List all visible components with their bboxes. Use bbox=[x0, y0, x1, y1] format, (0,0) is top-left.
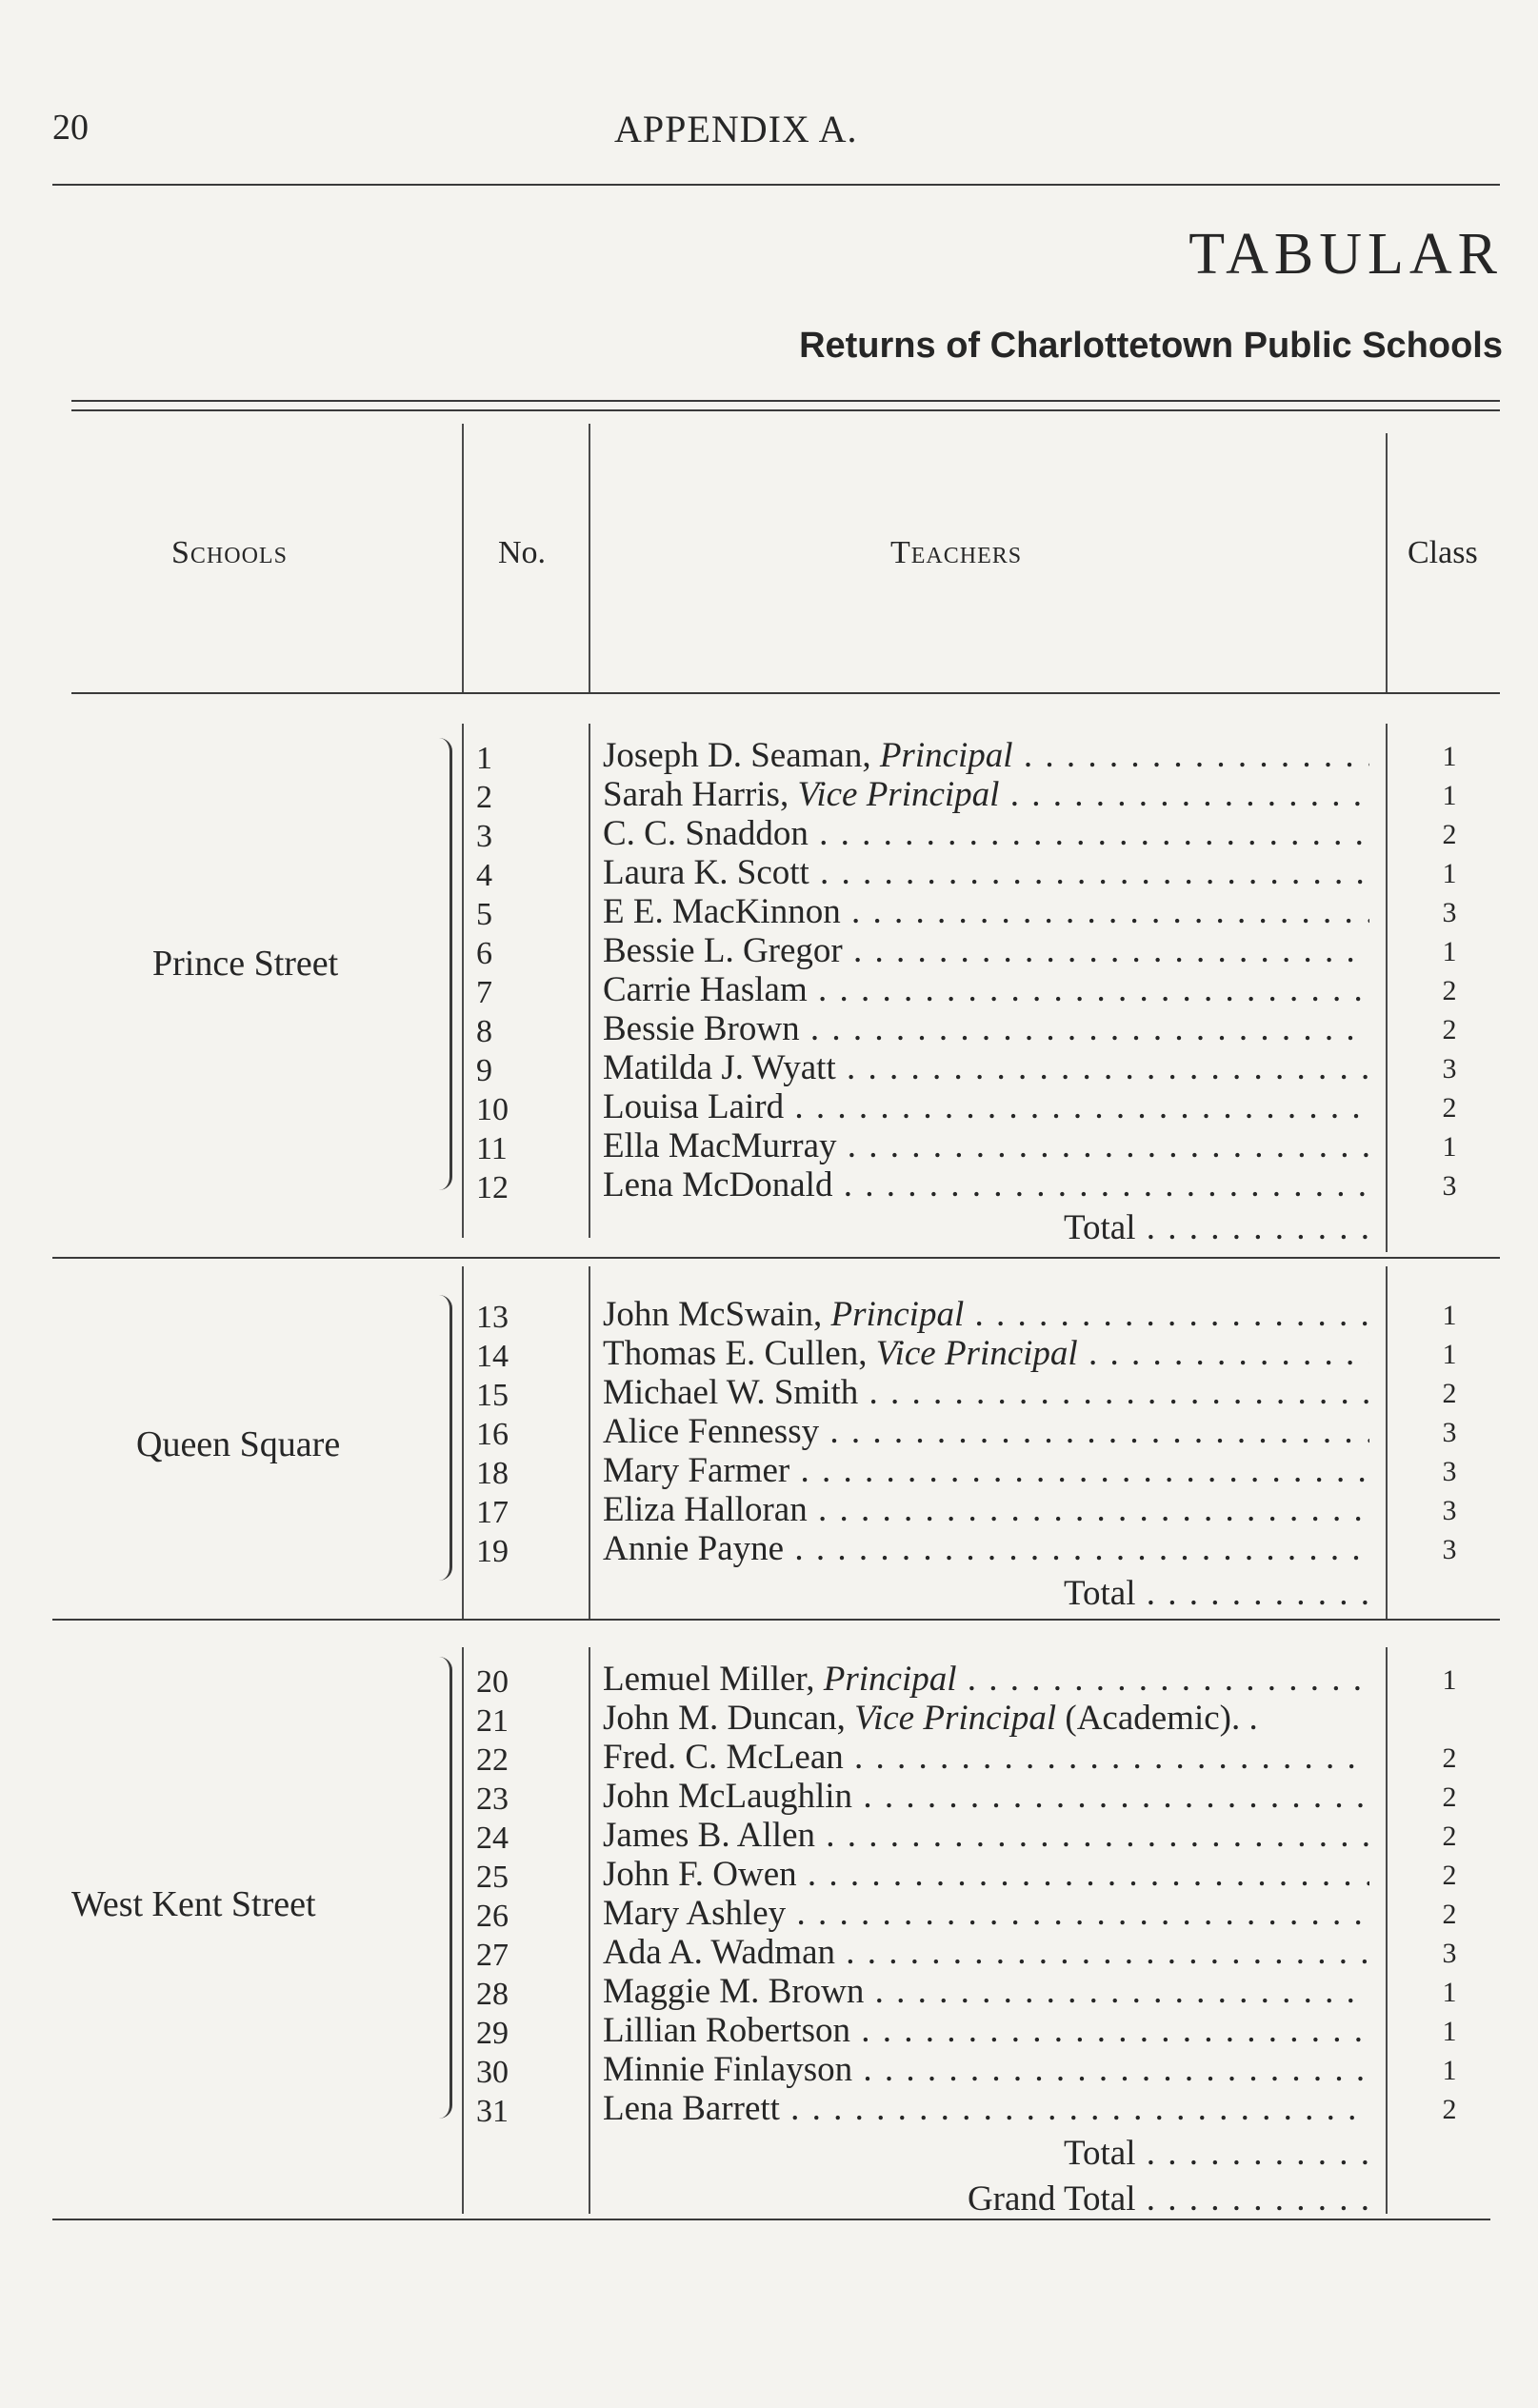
row-number: 3 bbox=[476, 819, 492, 854]
class-value: 3 bbox=[1442, 1170, 1457, 1202]
teacher-name: Annie Payne . . . bbox=[603, 1528, 1369, 1569]
class-value: 1 bbox=[1442, 858, 1457, 889]
row-number: 27 bbox=[476, 1938, 509, 1973]
body-divider-1c bbox=[462, 1647, 464, 2214]
body-divider-3c bbox=[1386, 1647, 1388, 2214]
row-number: 7 bbox=[476, 975, 492, 1010]
row-number: 28 bbox=[476, 1977, 509, 2012]
teacher-name: Lena Barrett . . . bbox=[603, 2088, 1369, 2129]
class-value: 3 bbox=[1442, 1534, 1457, 1565]
row-number: 23 bbox=[476, 1781, 509, 1817]
row-number: 2 bbox=[476, 780, 492, 815]
header-divider-3 bbox=[1386, 433, 1388, 692]
row-number: 4 bbox=[476, 858, 492, 893]
table-top-rule bbox=[71, 400, 1500, 402]
total-label: Total . . . bbox=[705, 1573, 1371, 1614]
row-number: 1 bbox=[476, 741, 492, 776]
row-number: 20 bbox=[476, 1664, 509, 1700]
teacher-name: E E. MacKinnon . . . bbox=[603, 891, 1369, 932]
group-brace-3 bbox=[436, 1657, 452, 2119]
body-divider-3a bbox=[1386, 724, 1388, 1252]
class-value: 2 bbox=[1442, 1899, 1457, 1930]
school-name: Prince Street bbox=[152, 944, 339, 984]
row-number: 16 bbox=[476, 1417, 509, 1452]
row-number: 14 bbox=[476, 1339, 509, 1374]
header-rule bbox=[52, 184, 1500, 186]
class-value: 3 bbox=[1442, 1456, 1457, 1487]
class-value: 2 bbox=[1442, 1092, 1457, 1124]
class-value: 3 bbox=[1442, 1495, 1457, 1526]
class-value: 1 bbox=[1442, 1664, 1457, 1696]
class-value: 3 bbox=[1442, 1938, 1457, 1969]
teacher-name: Fred. C. McLean . . . bbox=[603, 1737, 1369, 1778]
teacher-name: Ella MacMurray . . . bbox=[603, 1125, 1369, 1166]
class-value: 2 bbox=[1442, 819, 1457, 850]
row-number: 22 bbox=[476, 1742, 509, 1778]
teacher-name: Eliza Halloran . . . bbox=[603, 1489, 1369, 1530]
teacher-name: John F. Owen . . . bbox=[603, 1854, 1369, 1895]
row-number: 10 bbox=[476, 1092, 509, 1127]
row-number: 13 bbox=[476, 1300, 509, 1335]
teacher-name: Mary Ashley . . . bbox=[603, 1893, 1369, 1934]
class-value: 2 bbox=[1442, 1781, 1457, 1813]
body-divider-2c bbox=[589, 1647, 590, 2214]
class-value: 2 bbox=[1442, 975, 1457, 1006]
class-value: 1 bbox=[1442, 2016, 1457, 2047]
class-value: 1 bbox=[1442, 1339, 1457, 1370]
page-title: TABULAR bbox=[1188, 222, 1503, 287]
teacher-name: Maggie M. Brown . . . bbox=[603, 1971, 1369, 2012]
teacher-name: John M. Duncan, Vice Principal (Academic). . bbox=[603, 1699, 1258, 1738]
running-title: APPENDIX A. bbox=[614, 108, 858, 150]
row-number: 30 bbox=[476, 2055, 509, 2090]
school-name: Queen Square bbox=[136, 1424, 341, 1464]
col-header-teachers: Teachers bbox=[890, 535, 1023, 570]
class-value: 2 bbox=[1442, 1014, 1457, 1045]
row-number: 25 bbox=[476, 1860, 509, 1895]
total-label: Total . . . bbox=[705, 2133, 1371, 2174]
class-value: 1 bbox=[1442, 1300, 1457, 1331]
teacher-name: John McLaughlin . . . bbox=[603, 1776, 1369, 1817]
teacher-name: Carrie Haslam . . . bbox=[603, 969, 1369, 1010]
total-label: Total . . . bbox=[705, 1207, 1371, 1248]
school-name: West Kent Street bbox=[71, 1884, 316, 1924]
class-value: 3 bbox=[1442, 1053, 1457, 1085]
class-value: 3 bbox=[1442, 1417, 1457, 1448]
group-brace-2 bbox=[436, 1295, 452, 1581]
row-number: 29 bbox=[476, 2016, 509, 2051]
class-value: 2 bbox=[1442, 2094, 1457, 2125]
class-value: 1 bbox=[1442, 1131, 1457, 1163]
group-rule-1 bbox=[52, 1257, 1500, 1259]
class-value: 1 bbox=[1442, 2055, 1457, 2086]
row-number: 6 bbox=[476, 936, 492, 971]
grand-total-label: Grand Total . . . bbox=[705, 2179, 1371, 2219]
class-value: 1 bbox=[1442, 780, 1457, 811]
col-header-class: Class bbox=[1408, 535, 1478, 570]
header-bottom-rule bbox=[71, 692, 1500, 694]
header-divider-2 bbox=[589, 424, 590, 692]
class-value: 1 bbox=[1442, 936, 1457, 967]
body-divider-1a bbox=[462, 724, 464, 1238]
class-value: 3 bbox=[1442, 897, 1457, 928]
teacher-name: Thomas E. Cullen, Vice Principal . . . bbox=[603, 1333, 1369, 1374]
class-value: 1 bbox=[1442, 741, 1457, 772]
teacher-name: Bessie L. Gregor . . . bbox=[603, 930, 1369, 971]
teacher-name: Joseph D. Seaman, Principal . . . bbox=[603, 735, 1369, 776]
row-number: 21 bbox=[476, 1703, 509, 1739]
row-number: 24 bbox=[476, 1821, 509, 1856]
teacher-name: Louisa Laird . . . bbox=[603, 1086, 1369, 1127]
row-number: 19 bbox=[476, 1534, 509, 1569]
teacher-name: Lemuel Miller, Principal . . . bbox=[603, 1659, 1369, 1700]
header-divider-1 bbox=[462, 424, 464, 692]
body-divider-3b bbox=[1386, 1266, 1388, 1619]
teacher-name: Lillian Robertson . . . bbox=[603, 2010, 1369, 2051]
group-brace-1 bbox=[436, 738, 452, 1190]
row-number: 31 bbox=[476, 2094, 509, 2129]
table-top-rule-2 bbox=[71, 409, 1500, 411]
row-number: 26 bbox=[476, 1899, 509, 1934]
page-number: 20 bbox=[52, 108, 89, 148]
group-rule-2 bbox=[52, 1619, 1500, 1621]
body-divider-1b bbox=[462, 1266, 464, 1619]
teacher-name: Ada A. Wadman . . . bbox=[603, 1932, 1369, 1973]
body-divider-2b bbox=[589, 1266, 590, 1619]
col-header-schools: Schools bbox=[171, 535, 288, 570]
teacher-name: John McSwain, Principal . . . bbox=[603, 1294, 1369, 1335]
row-number: 15 bbox=[476, 1378, 509, 1413]
teacher-name: C. C. Snaddon . . . bbox=[603, 813, 1369, 854]
teacher-name: Alice Fennessy . . . bbox=[603, 1411, 1369, 1452]
teacher-name: Matilda J. Wyatt . . . bbox=[603, 1047, 1369, 1088]
row-number: 9 bbox=[476, 1053, 492, 1088]
col-header-no: No. bbox=[498, 535, 547, 570]
class-value: 2 bbox=[1442, 1378, 1457, 1409]
row-number: 8 bbox=[476, 1014, 492, 1049]
teacher-name: James B. Allen . . . bbox=[603, 1815, 1369, 1856]
body-divider-2a bbox=[589, 724, 590, 1238]
teacher-name: Sarah Harris, Vice Principal . . . bbox=[603, 774, 1369, 815]
class-value: 2 bbox=[1442, 1742, 1457, 1774]
teacher-name: Laura K. Scott . . . bbox=[603, 852, 1369, 893]
teacher-name: Minnie Finlayson . . . bbox=[603, 2049, 1369, 2090]
row-number: 18 bbox=[476, 1456, 509, 1491]
class-value: 2 bbox=[1442, 1860, 1457, 1891]
class-value: 1 bbox=[1442, 1977, 1457, 2008]
row-number: 11 bbox=[476, 1131, 508, 1166]
teacher-name: Lena McDonald . . . bbox=[603, 1164, 1369, 1205]
row-number: 5 bbox=[476, 897, 492, 932]
teacher-name: Bessie Brown . . . bbox=[603, 1008, 1369, 1049]
teacher-name: Mary Farmer . . . bbox=[603, 1450, 1369, 1491]
page-subtitle: Returns of Charlottetown Public Schools bbox=[799, 326, 1503, 366]
teacher-name: Michael W. Smith . . . bbox=[603, 1372, 1369, 1413]
row-number: 17 bbox=[476, 1495, 509, 1530]
class-value: 2 bbox=[1442, 1821, 1457, 1852]
row-number: 12 bbox=[476, 1170, 509, 1205]
